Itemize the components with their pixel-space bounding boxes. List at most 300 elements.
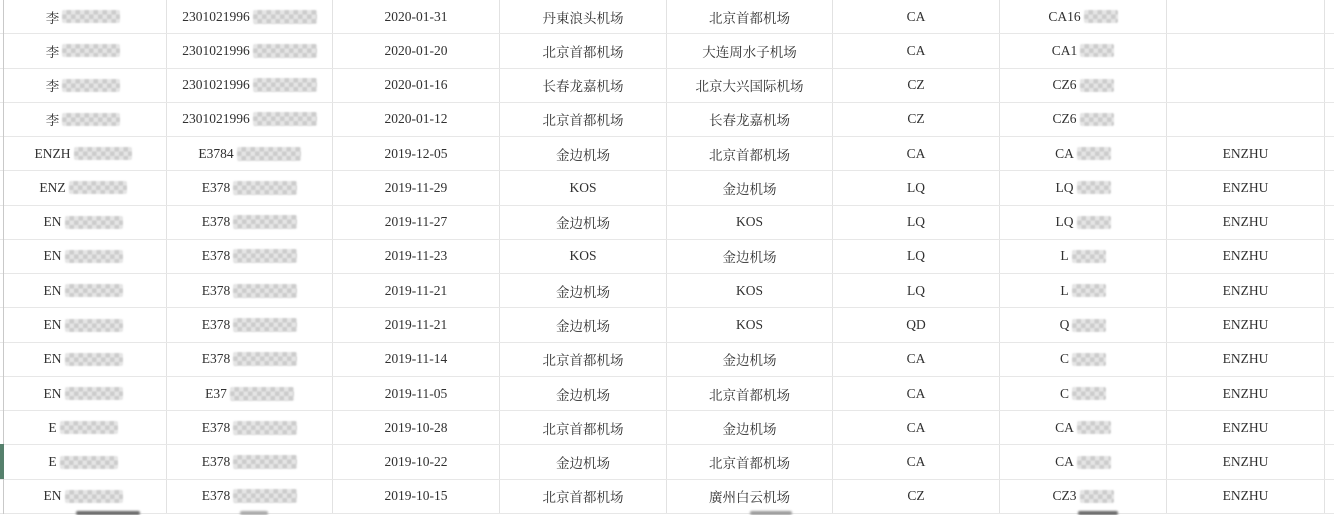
id-censor-mosaic (253, 78, 317, 92)
cell-arrival-airport[interactable] (667, 377, 833, 410)
id-censor-mosaic (253, 10, 317, 24)
passenger-name-text: E (48, 454, 57, 470)
cell-flight-date[interactable] (333, 171, 500, 204)
cell-flight-number[interactable] (1000, 0, 1167, 33)
cell-arrival-airport[interactable] (667, 274, 833, 307)
passenger-name-text: EN (43, 248, 62, 264)
flight-date-text: 2019-10-15 (384, 488, 448, 504)
cell-tag[interactable] (1167, 480, 1325, 513)
cell-departure-airport[interactable] (500, 411, 667, 444)
flight-number-censor-mosaic (1080, 490, 1114, 503)
passenger-name-text: 李 (45, 79, 60, 95)
passenger-name-text: E (48, 419, 57, 435)
id-censor-mosaic (233, 284, 297, 298)
cell-flight-date[interactable] (333, 377, 500, 410)
cell-edge-sliver[interactable] (1325, 137, 1334, 170)
id-censor-mosaic (237, 147, 301, 161)
flight-number-text: C (1059, 351, 1069, 367)
cell-arrival-airport[interactable] (667, 411, 833, 444)
cell-edge-sliver[interactable] (1325, 69, 1334, 102)
flight-number-text: CA1 (1051, 42, 1078, 58)
cell-flight-date[interactable] (333, 343, 500, 376)
cell-flight-date[interactable] (333, 0, 500, 33)
name-censor-mosaic (65, 387, 123, 400)
cell-airline-code[interactable] (833, 171, 1000, 204)
cell-tag[interactable] (1167, 137, 1325, 170)
cell-tag[interactable] (1167, 34, 1325, 67)
departure-airport-text: 金边机场 (556, 319, 610, 335)
passenger-name-text: EN (43, 488, 62, 504)
cell-departure-airport[interactable] (500, 480, 667, 513)
flight-number-text: CA16 (1048, 8, 1081, 24)
passenger-name-text: EN (43, 214, 62, 230)
cell-flight-date[interactable] (333, 274, 500, 307)
cell-passenger-name[interactable] (0, 206, 167, 239)
tag-text: ENZHU (1222, 488, 1269, 504)
flight-date-text: 2019-10-28 (384, 419, 448, 435)
cell-airline-code[interactable] (833, 480, 1000, 513)
table-row (0, 240, 1334, 274)
flight-number-censor-mosaic (1084, 10, 1118, 23)
arrival-airport-text: KOS (735, 317, 763, 333)
passenger-name-text: ENZ (39, 179, 66, 195)
cell-departure-airport[interactable] (500, 343, 667, 376)
cell-flight-date[interactable] (333, 103, 500, 136)
cell-arrival-airport[interactable] (667, 34, 833, 67)
id-censor-mosaic (233, 249, 297, 263)
flight-number-censor-mosaic (1072, 250, 1106, 263)
cell-passenger-name[interactable] (0, 445, 167, 478)
cell-flight-date[interactable] (333, 34, 500, 67)
cell-edge-sliver[interactable] (1325, 343, 1334, 376)
cell-tag[interactable] (1167, 0, 1325, 33)
cell-flight-number[interactable] (1000, 411, 1167, 444)
arrival-airport-text: 大连周水子机场 (702, 44, 797, 60)
id-number-text: E378 (201, 214, 231, 230)
flight-number-censor-mosaic (1072, 284, 1106, 297)
tag-text: ENZHU (1222, 214, 1269, 230)
id-number-text: 2301021996 (182, 77, 250, 93)
id-number-text: 2301021996 (182, 8, 250, 24)
airline-code-text: CA (906, 454, 926, 470)
flight-number-censor-mosaic (1080, 79, 1114, 92)
table-row (0, 480, 1334, 514)
cell-airline-code[interactable] (833, 69, 1000, 102)
next-row-peek-blob (240, 511, 268, 515)
cell-flight-number[interactable] (1000, 343, 1167, 376)
flight-date-text: 2020-01-31 (384, 8, 448, 24)
cell-flight-date[interactable] (333, 206, 500, 239)
table-row (0, 274, 1334, 308)
flight-date-text: 2020-01-12 (384, 111, 448, 127)
cell-flight-number[interactable] (1000, 69, 1167, 102)
cell-passenger-name[interactable] (0, 274, 167, 307)
cell-airline-code[interactable] (833, 411, 1000, 444)
cell-tag[interactable] (1167, 445, 1325, 478)
cell-flight-number[interactable] (1000, 274, 1167, 307)
next-row-peek-blob (1078, 511, 1118, 515)
cell-id-number[interactable] (167, 480, 333, 513)
id-censor-mosaic (230, 387, 294, 401)
flight-number-censor-mosaic (1072, 319, 1106, 332)
arrival-airport-text: 金边机场 (722, 353, 777, 369)
name-censor-mosaic (65, 250, 123, 263)
cell-flight-date[interactable] (333, 137, 500, 170)
flight-number-text: CZ6 (1052, 77, 1077, 93)
id-number-text: E3784 (198, 145, 234, 161)
flight-date-text: 2019-11-21 (384, 282, 448, 298)
cell-airline-code[interactable] (833, 240, 1000, 273)
cell-passenger-name[interactable] (0, 308, 167, 341)
cell-passenger-name[interactable] (0, 343, 167, 376)
id-censor-mosaic (233, 455, 297, 469)
cell-departure-airport[interactable] (500, 103, 667, 136)
cell-edge-sliver[interactable] (1325, 274, 1334, 307)
cell-arrival-airport[interactable] (667, 0, 833, 33)
cell-edge-sliver[interactable] (1325, 171, 1334, 204)
passenger-name-text: 李 (45, 10, 60, 26)
flight-number-censor-mosaic (1072, 353, 1106, 366)
arrival-airport-text: 廣州白云机场 (709, 490, 790, 506)
cell-arrival-airport[interactable] (667, 240, 833, 273)
flight-number-text: L (1060, 248, 1069, 264)
flight-date-text: 2019-11-21 (384, 317, 448, 333)
departure-airport-text: 金边机场 (556, 216, 610, 232)
departure-airport-text: 长春龙嘉机场 (542, 79, 624, 95)
arrival-airport-text: 北京首都机场 (709, 456, 790, 472)
name-censor-mosaic (65, 353, 123, 366)
table-row (0, 137, 1334, 171)
departure-airport-text: 金边机场 (556, 147, 610, 163)
cell-id-number[interactable] (167, 103, 333, 136)
tag-text: ENZHU (1222, 385, 1269, 401)
name-censor-mosaic (62, 79, 120, 92)
flight-number-text: Q (1059, 317, 1070, 333)
id-number-text: 2301021996 (182, 111, 250, 127)
cell-airline-code[interactable] (833, 103, 1000, 136)
cell-id-number[interactable] (167, 34, 333, 67)
cell-departure-airport[interactable] (500, 240, 667, 273)
flight-date-text: 2019-11-05 (384, 385, 448, 401)
table-row (0, 343, 1334, 377)
cell-passenger-name[interactable] (0, 377, 167, 410)
departure-airport-text: KOS (569, 179, 597, 195)
name-censor-mosaic (60, 456, 118, 469)
cell-flight-date[interactable] (333, 480, 500, 513)
cell-departure-airport[interactable] (500, 171, 667, 204)
cell-edge-sliver[interactable] (1325, 445, 1334, 478)
id-censor-mosaic (253, 44, 317, 58)
cell-passenger-name[interactable] (0, 240, 167, 273)
cell-airline-code[interactable] (833, 274, 1000, 307)
flight-number-censor-mosaic (1077, 181, 1111, 194)
id-censor-mosaic (233, 215, 297, 229)
airline-code-text: LQ (907, 282, 925, 298)
table-row (0, 171, 1334, 205)
cell-tag[interactable] (1167, 69, 1325, 102)
flight-date-text: 2019-10-22 (384, 454, 448, 470)
cell-flight-number[interactable] (1000, 308, 1167, 341)
name-censor-mosaic (65, 216, 123, 229)
cell-arrival-airport[interactable] (667, 343, 833, 376)
id-censor-mosaic (253, 112, 317, 126)
cell-arrival-airport[interactable] (667, 69, 833, 102)
cell-tag[interactable] (1167, 343, 1325, 376)
cell-arrival-airport[interactable] (667, 206, 833, 239)
arrival-airport-text: 长春龙嘉机场 (709, 113, 790, 129)
cell-flight-number[interactable] (1000, 240, 1167, 273)
name-censor-mosaic (74, 147, 132, 160)
flight-number-censor-mosaic (1077, 456, 1111, 469)
cell-arrival-airport[interactable] (667, 137, 833, 170)
table-row (0, 69, 1334, 103)
departure-airport-text: 丹東浪头机场 (542, 10, 624, 26)
airline-code-text: CA (906, 385, 926, 401)
id-number-text: E378 (201, 248, 231, 264)
cell-id-number[interactable] (167, 308, 333, 341)
cell-arrival-airport[interactable] (667, 308, 833, 341)
tag-text: ENZHU (1222, 419, 1269, 435)
departure-airport-text: 北京首都机场 (542, 421, 624, 437)
id-number-text: E378 (201, 179, 231, 195)
name-censor-mosaic (65, 319, 123, 332)
flight-number-text: C (1059, 385, 1069, 401)
id-censor-mosaic (233, 489, 297, 503)
flight-number-text: LQ (1055, 214, 1074, 230)
tag-text: ENZHU (1222, 145, 1269, 161)
cell-tag[interactable] (1167, 308, 1325, 341)
arrival-airport-text: 金边机场 (722, 181, 777, 197)
cell-arrival-airport[interactable] (667, 103, 833, 136)
flight-date-text: 2019-12-05 (384, 145, 448, 161)
cell-edge-sliver[interactable] (1325, 34, 1334, 67)
cell-departure-airport[interactable] (500, 0, 667, 33)
airline-code-text: CA (906, 145, 926, 161)
cell-departure-airport[interactable] (500, 377, 667, 410)
id-censor-mosaic (233, 421, 297, 435)
airline-code-text: CZ (907, 488, 925, 504)
cell-flight-date[interactable] (333, 308, 500, 341)
cell-edge-sliver[interactable] (1325, 240, 1334, 273)
tag-text: ENZHU (1222, 317, 1269, 333)
cell-tag[interactable] (1167, 274, 1325, 307)
airline-code-text: LQ (907, 179, 925, 195)
cell-flight-date[interactable] (333, 240, 500, 273)
table-row (0, 103, 1334, 137)
departure-airport-text: 金边机场 (556, 284, 610, 300)
name-censor-mosaic (69, 181, 127, 194)
passenger-name-text: EN (43, 385, 62, 401)
cell-flight-date[interactable] (333, 445, 500, 478)
cell-departure-airport[interactable] (500, 137, 667, 170)
cell-id-number[interactable] (167, 137, 333, 170)
cell-flight-number[interactable] (1000, 137, 1167, 170)
flight-number-censor-mosaic (1077, 147, 1111, 160)
cell-tag[interactable] (1167, 206, 1325, 239)
flight-number-censor-mosaic (1077, 216, 1111, 229)
table-row (0, 308, 1334, 342)
row-selection-marker (0, 444, 4, 479)
departure-airport-text: 北京首都机场 (542, 113, 624, 129)
cell-airline-code[interactable] (833, 34, 1000, 67)
airline-code-text: CZ (907, 77, 925, 93)
cell-flight-number[interactable] (1000, 377, 1167, 410)
tag-text: ENZHU (1222, 248, 1269, 264)
cell-airline-code[interactable] (833, 308, 1000, 341)
flight-date-text: 2020-01-16 (384, 77, 448, 93)
departure-airport-text: 北京首都机场 (542, 353, 624, 369)
cell-airline-code[interactable] (833, 0, 1000, 33)
airline-code-text: QD (906, 317, 926, 333)
flight-number-censor-mosaic (1080, 44, 1114, 57)
arrival-airport-text: 金边机场 (722, 421, 777, 437)
airline-code-text: LQ (907, 248, 925, 264)
passenger-name-text: 李 (45, 113, 60, 129)
cell-id-number[interactable] (167, 445, 333, 478)
cell-tag[interactable] (1167, 103, 1325, 136)
name-censor-mosaic (62, 113, 120, 126)
cell-flight-date[interactable] (333, 411, 500, 444)
cell-flight-number[interactable] (1000, 445, 1167, 478)
next-row-peek-blob (76, 511, 140, 515)
airline-code-text: CZ (907, 111, 925, 127)
passenger-name-text: EN (43, 317, 62, 333)
cell-flight-date[interactable] (333, 69, 500, 102)
arrival-airport-text: 北京大兴国际机场 (695, 79, 804, 95)
cell-airline-code[interactable] (833, 206, 1000, 239)
flight-number-censor-mosaic (1080, 113, 1114, 126)
cell-passenger-name[interactable] (0, 0, 167, 33)
id-number-text: E378 (201, 488, 231, 504)
flight-date-text: 2019-11-29 (384, 179, 448, 195)
cell-edge-sliver[interactable] (1325, 0, 1334, 33)
cell-flight-number[interactable] (1000, 103, 1167, 136)
tag-text: ENZHU (1222, 179, 1269, 195)
airline-code-text: LQ (907, 214, 925, 230)
table-row (0, 411, 1334, 445)
arrival-airport-text: 北京首都机场 (709, 10, 790, 26)
cell-departure-airport[interactable] (500, 445, 667, 478)
flight-number-text: CA (1055, 419, 1074, 435)
arrival-airport-text: 北京首都机场 (709, 147, 790, 163)
cell-id-number[interactable] (167, 377, 333, 410)
cell-edge-sliver[interactable] (1325, 103, 1334, 136)
cell-passenger-name[interactable] (0, 103, 167, 136)
cell-arrival-airport[interactable] (667, 480, 833, 513)
cell-passenger-name[interactable] (0, 480, 167, 513)
flight-date-text: 2020-01-20 (384, 42, 448, 58)
cell-tag[interactable] (1167, 240, 1325, 273)
flight-number-text: CZ6 (1052, 111, 1077, 127)
cell-id-number[interactable] (167, 274, 333, 307)
cell-arrival-airport[interactable] (667, 171, 833, 204)
tag-text: ENZHU (1222, 351, 1269, 367)
cell-departure-airport[interactable] (500, 34, 667, 67)
cell-flight-number[interactable] (1000, 206, 1167, 239)
cell-id-number[interactable] (167, 240, 333, 273)
name-censor-mosaic (62, 10, 120, 23)
flight-number-text: CA (1055, 454, 1074, 470)
cell-flight-number[interactable] (1000, 34, 1167, 67)
cell-departure-airport[interactable] (500, 69, 667, 102)
next-row-peek-blob (750, 511, 792, 515)
cell-id-number[interactable] (167, 0, 333, 33)
passenger-name-text: ENZH (34, 145, 71, 161)
cell-passenger-name[interactable] (0, 137, 167, 170)
cell-tag[interactable] (1167, 171, 1325, 204)
arrival-airport-text: 金边机场 (722, 250, 777, 266)
cell-edge-sliver[interactable] (1325, 480, 1334, 513)
cell-airline-code[interactable] (833, 445, 1000, 478)
cell-edge-sliver[interactable] (1325, 377, 1334, 410)
airline-code-text: CA (906, 419, 926, 435)
cell-edge-sliver[interactable] (1325, 206, 1334, 239)
cell-edge-sliver[interactable] (1325, 411, 1334, 444)
cell-passenger-name[interactable] (0, 34, 167, 67)
airline-code-text: CA (906, 351, 926, 367)
table-row (0, 377, 1334, 411)
cell-passenger-name[interactable] (0, 411, 167, 444)
flight-number-censor-mosaic (1072, 387, 1106, 400)
cell-departure-airport[interactable] (500, 308, 667, 341)
flight-number-text: L (1060, 282, 1069, 298)
id-number-text: E378 (201, 282, 231, 298)
passenger-name-text: 李 (45, 44, 60, 60)
flight-date-text: 2019-11-14 (384, 351, 448, 367)
cell-flight-number[interactable] (1000, 480, 1167, 513)
departure-airport-text: 金边机场 (556, 387, 610, 403)
arrival-airport-text: KOS (735, 214, 763, 230)
cell-departure-airport[interactable] (500, 206, 667, 239)
departure-airport-text: 金边机场 (556, 456, 610, 472)
cell-airline-code[interactable] (833, 343, 1000, 376)
table-row (0, 445, 1334, 479)
name-censor-mosaic (60, 421, 118, 434)
flight-date-text: 2019-11-27 (384, 214, 448, 230)
passenger-name-text: EN (43, 351, 62, 367)
id-number-text: E378 (201, 351, 231, 367)
table-row (0, 34, 1334, 68)
cell-tag[interactable] (1167, 377, 1325, 410)
cell-tag[interactable] (1167, 411, 1325, 444)
tag-text: ENZHU (1222, 454, 1269, 470)
flight-number-text: CZ3 (1052, 488, 1077, 504)
cell-id-number[interactable] (167, 206, 333, 239)
cell-id-number[interactable] (167, 343, 333, 376)
table-left-gridline (3, 0, 4, 514)
cell-departure-airport[interactable] (500, 274, 667, 307)
id-number-text: E37 (205, 385, 227, 401)
cell-id-number[interactable] (167, 411, 333, 444)
arrival-airport-text: KOS (735, 282, 763, 298)
cell-passenger-name[interactable] (0, 171, 167, 204)
cell-edge-sliver[interactable] (1325, 308, 1334, 341)
cell-arrival-airport[interactable] (667, 445, 833, 478)
flight-number-text: CA (1055, 145, 1074, 161)
cell-id-number[interactable] (167, 69, 333, 102)
id-number-text: E378 (201, 454, 231, 470)
flight-number-text: LQ (1055, 179, 1074, 195)
cell-airline-code[interactable] (833, 137, 1000, 170)
cell-airline-code[interactable] (833, 377, 1000, 410)
departure-airport-text: 北京首都机场 (542, 490, 624, 506)
cell-flight-number[interactable] (1000, 171, 1167, 204)
flight-number-censor-mosaic (1077, 421, 1111, 434)
cell-id-number[interactable] (167, 171, 333, 204)
airline-code-text: CA (906, 8, 926, 24)
cell-passenger-name[interactable] (0, 69, 167, 102)
airline-code-text: CA (906, 42, 926, 58)
